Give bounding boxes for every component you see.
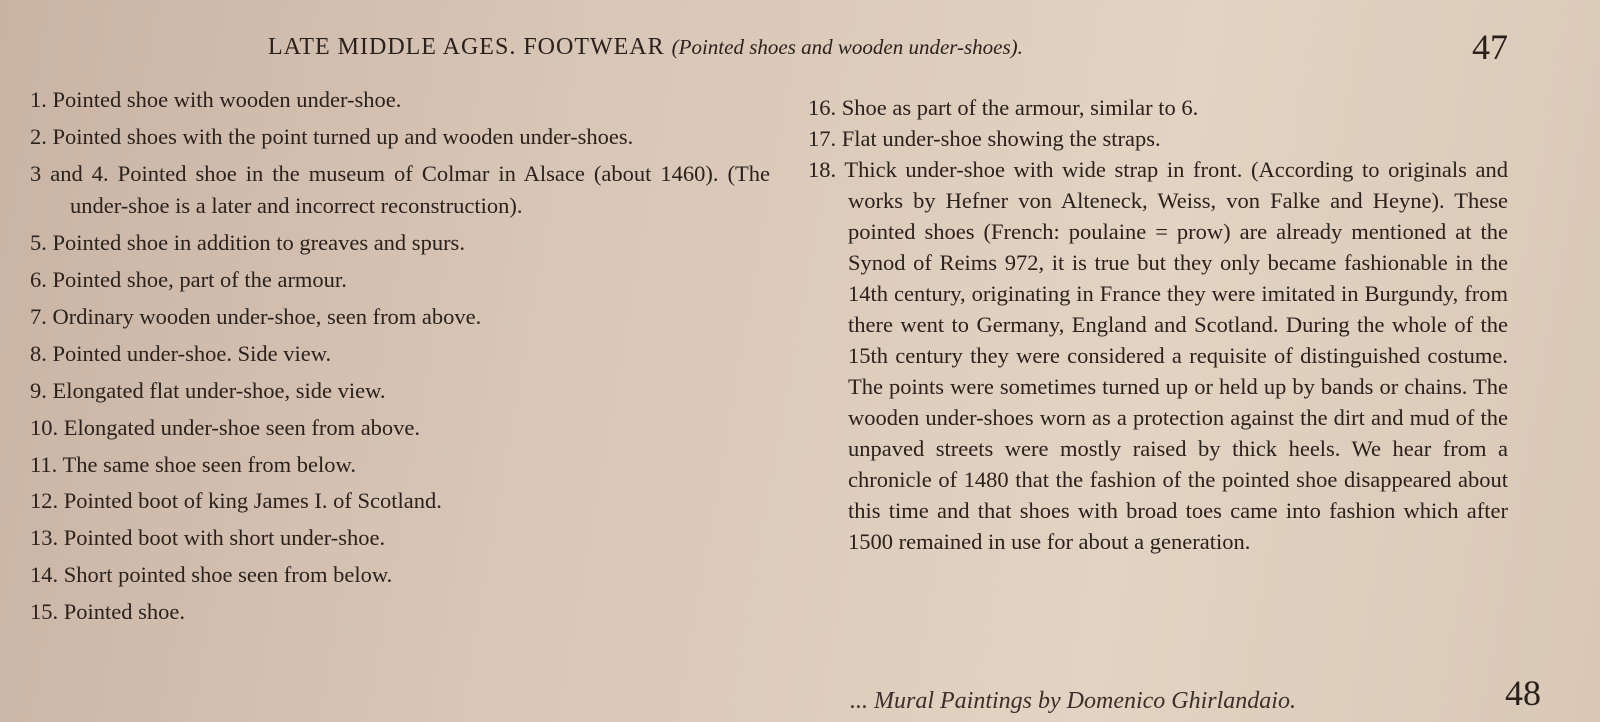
list-item: 1. Pointed shoe with wooden under-shoe.	[30, 87, 402, 112]
list-item: 18. Thick under-shoe with wide strap in front. (According to originals and works by Hefner von Alteneck, Weiss, von Falke and Heyne). These pointed shoes (French: poulaine = prow) are already mentioned at the Synod of Reims 972, it is true but they only became fashionable in the 14th century, originating in France they were imitated in Burgundy, from there went to Germany, England and Scotland. During the whole of the 15th century they were considered a requisite of distinguished costume. The points were sometimes turned up or held up by bands or chains. The wooden under-shoes worn as a protection against the dirt and mud of the unpaved streets were mostly raised by thick heels. We hear from a chronicle of 1480 that the fashion of the pointed shoe disappeared about this time and that shoes with broad toes came into fashion which after 1500 remained in use for about a generation.	[808, 157, 1508, 554]
list-item: 17. Flat under-shoe showing the straps.	[808, 126, 1161, 151]
page-header	[268, 34, 1023, 61]
list-item: 14. Short pointed shoe seen from below.	[30, 562, 393, 588]
list-item: 8. Pointed under-shoe. Side view.	[30, 340, 332, 366]
list-item: 10. Elongated under-shoe seen from above.	[30, 414, 421, 440]
list-item: 9. Elongated flat under-shoe, side view.	[30, 377, 386, 403]
page-title: LATE MIDDLE AGES. FOOTWEAR	[268, 34, 665, 60]
list-item: 16. Shoe as part of the armour, similar to 6.	[808, 95, 1199, 120]
footwear-list-right	[808, 92, 1508, 557]
next-page-caption: ... Mural Paintings by Domenico Ghirlandaio.	[850, 688, 1296, 714]
next-page-number: 48	[1505, 673, 1541, 713]
list-item: 11. The same shoe seen from below.	[30, 451, 356, 477]
list-item: 15. Pointed shoe.	[30, 599, 185, 625]
page-number: 47	[1472, 27, 1508, 67]
list-item: 12. Pointed boot of king James I. of Scotland.	[30, 488, 442, 514]
list-item: 3 and 4. Pointed shoe in the museum of Colmar in Alsace (about 1460). (The under-shoe is a later and incorrect reconstruction).	[30, 160, 770, 219]
list-item: 6. Pointed shoe, part of the armour.	[30, 267, 347, 293]
list-item: 2. Pointed shoes with the point turned up and wooden under-shoes.	[30, 123, 634, 149]
list-item: 5. Pointed shoe in addition to greaves and spurs.	[30, 230, 465, 256]
footwear-list-left	[30, 84, 770, 633]
list-item: 7. Ordinary wooden under-shoe, seen from above.	[30, 303, 482, 329]
page-subtitle: (Pointed shoes and wooden under-shoes).	[671, 35, 1023, 59]
list-item: 13. Pointed boot with short under-shoe.	[30, 525, 386, 551]
